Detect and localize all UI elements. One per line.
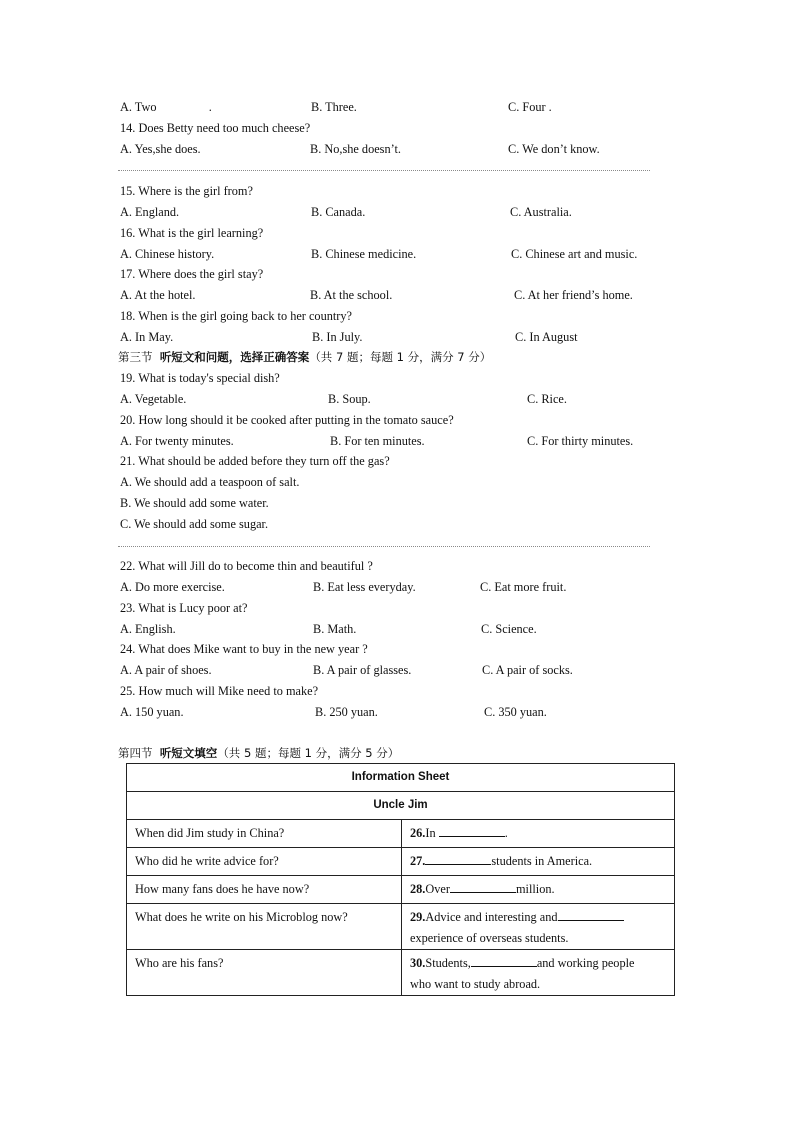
row-question: How many fans does he have now? — [127, 876, 402, 904]
answer-number: 28. — [410, 882, 426, 896]
table-row — [127, 904, 675, 950]
q21-option-c: C. We should add some sugar. — [120, 517, 269, 531]
section-4-heading — [118, 744, 399, 762]
q16-option-b: B. Chinese medicine. — [311, 247, 417, 261]
table-row — [127, 820, 675, 848]
table-row — [127, 876, 675, 904]
q18-option-a: A. In May. — [120, 330, 174, 344]
row-answer-29 — [402, 904, 675, 950]
answer-text: Students, — [425, 956, 471, 970]
q19-option-c: C. Rice. — [527, 392, 567, 406]
q25-option-a: A. 150 yuan. — [120, 705, 184, 719]
answer-blank-26[interactable] — [439, 823, 505, 837]
answer-number: 29. — [410, 910, 426, 924]
q15-option-b: B. Canada. — [311, 205, 366, 219]
section-4-title: 听短文填空 — [159, 746, 218, 760]
information-sheet-table — [126, 763, 675, 996]
section-3-scoring: （共 7 题；每题 1 分，满分 7 分） — [309, 350, 492, 364]
q24-option-c: C. A pair of socks. — [482, 663, 573, 677]
section-3-heading — [118, 348, 491, 366]
table-row — [127, 848, 675, 876]
answer-text: Advice and interesting and — [425, 910, 558, 924]
answer-text: students in America. — [491, 854, 593, 868]
question-22: 22. What will Jill do to become thin and beautiful ? — [120, 559, 373, 573]
q15-option-c: C. Australia. — [510, 205, 572, 219]
row-answer-28 — [402, 876, 675, 904]
answer-text-line2: experience of overseas students. — [410, 931, 569, 945]
answer-blank-27[interactable] — [425, 851, 491, 865]
q13-option-b: B. Three. — [311, 100, 357, 114]
section-4-prefix: 第四节 — [118, 746, 160, 760]
question-25: 25. How much will Mike need to make? — [120, 684, 319, 698]
q14-option-b: B. No,she doesn’t. — [310, 142, 401, 156]
q18-option-b: B. In July. — [312, 330, 363, 344]
q22-option-c: C. Eat more fruit. — [480, 580, 567, 594]
q20-option-a: A. For twenty minutes. — [120, 434, 234, 448]
q15-option-a: A. England. — [120, 205, 180, 219]
section-4-scoring: （共 5 题；每题 1 分，满分 5 分） — [217, 746, 400, 760]
answer-text-end: . — [504, 826, 508, 840]
question-19: 19. What is today's special dish? — [120, 371, 280, 385]
q13-option-a: A. Two . — [120, 100, 212, 114]
row-question: What does he write on his Microblog now? — [127, 904, 402, 950]
q21-option-a: A. We should add a teaspoon of salt. — [120, 475, 300, 489]
row-question: When did Jim study in China? — [127, 820, 402, 848]
row-question: Who did he write advice for? — [127, 848, 402, 876]
q23-option-b: B. Math. — [313, 622, 357, 636]
q25-option-c: C. 350 yuan. — [484, 705, 547, 719]
question-24: 24. What does Mike want to buy in the new year ? — [120, 642, 368, 656]
answer-blank-28[interactable] — [450, 879, 516, 893]
q13-option-c: C. Four . — [508, 100, 552, 114]
answer-text-end: and working people — [536, 956, 635, 970]
dotted-separator — [118, 546, 650, 547]
q19-option-b: B. Soup. — [328, 392, 371, 406]
question-14: 14. Does Betty need too much cheese? — [120, 121, 311, 135]
answer-text: Over — [425, 882, 450, 896]
q22-option-a: A. Do more exercise. — [120, 580, 225, 594]
answer-text-line2: who want to study abroad. — [410, 977, 541, 991]
q25-option-b: B. 250 yuan. — [315, 705, 378, 719]
question-23: 23. What is Lucy poor at? — [120, 601, 248, 615]
answer-blank-30[interactable] — [471, 953, 537, 967]
q23-option-a: A. English. — [120, 622, 176, 636]
q24-option-b: B. A pair of glasses. — [313, 663, 412, 677]
q17-option-b: B. At the school. — [310, 288, 393, 302]
q24-option-a: A. A pair of shoes. — [120, 663, 212, 677]
question-15: 15. Where is the girl from? — [120, 184, 253, 198]
q14-option-a: A. Yes,she does. — [120, 142, 201, 156]
q14-option-c: C. We don’t know. — [508, 142, 600, 156]
answer-text: In — [425, 826, 439, 840]
answer-blank-29[interactable] — [558, 907, 624, 921]
question-18: 18. When is the girl going back to her country? — [120, 309, 352, 323]
q16-option-a: A. Chinese history. — [120, 247, 215, 261]
table-subtitle: Uncle Jim — [127, 792, 675, 820]
answer-text-end: million. — [515, 882, 555, 896]
q22-option-b: B. Eat less everyday. — [313, 580, 416, 594]
section-3-prefix: 第三节 — [118, 350, 160, 364]
section-3-title: 听短文和问题，选择正确答案 — [159, 350, 310, 364]
question-20: 20. How long should it be cooked after putting in the tomato sauce? — [120, 413, 454, 427]
question-17: 17. Where does the girl stay? — [120, 267, 264, 281]
answer-number: 26. — [410, 826, 426, 840]
q23-option-c: C. Science. — [481, 622, 537, 636]
answer-number: 30. — [410, 956, 426, 970]
row-answer-26 — [402, 820, 675, 848]
question-21: 21. What should be added before they turn off the gas? — [120, 454, 390, 468]
row-answer-27 — [402, 848, 675, 876]
q16-option-c: C. Chinese art and music. — [511, 247, 638, 261]
q20-option-b: B. For ten minutes. — [330, 434, 425, 448]
q20-option-c: C. For thirty minutes. — [527, 434, 634, 448]
q17-option-a: A. At the hotel. — [120, 288, 196, 302]
dotted-separator — [118, 170, 650, 171]
table-row — [127, 950, 675, 996]
q21-option-b: B. We should add some water. — [120, 496, 269, 510]
question-16: 16. What is the girl learning? — [120, 226, 264, 240]
answer-number: 27. — [410, 854, 426, 868]
q17-option-c: C. At her friend’s home. — [514, 288, 633, 302]
q18-option-c: C. In August — [515, 330, 578, 344]
q19-option-a: A. Vegetable. — [120, 392, 187, 406]
row-answer-30 — [402, 950, 675, 996]
row-question: Who are his fans? — [127, 950, 402, 996]
table-title: Information Sheet — [127, 764, 675, 792]
